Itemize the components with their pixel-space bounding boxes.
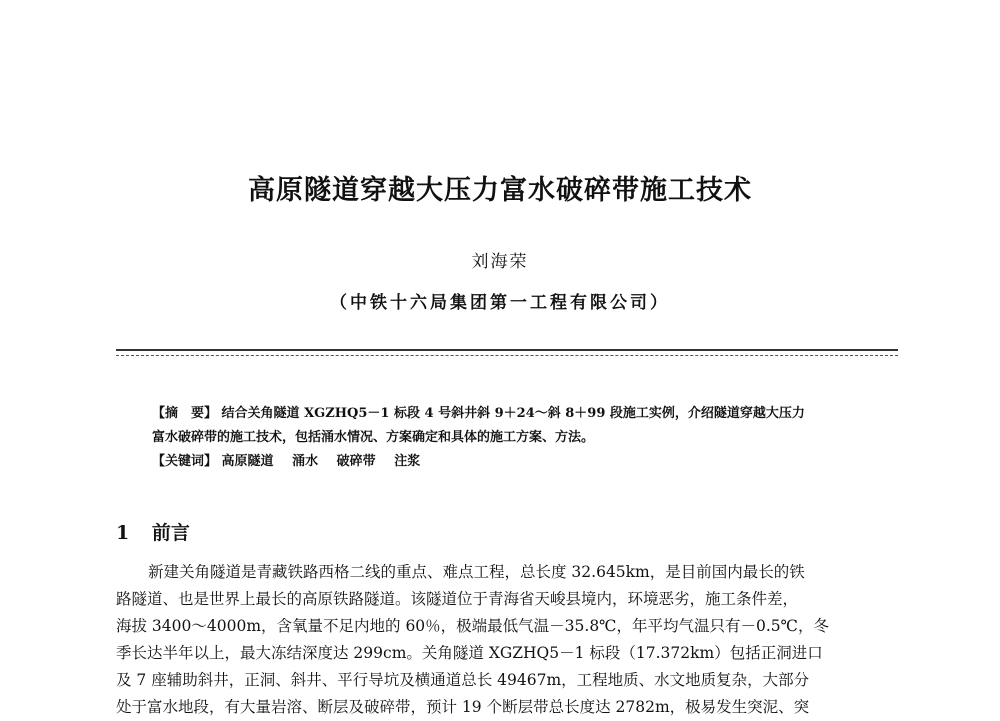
keywords-line <box>152 450 892 474</box>
section-number: 1 <box>116 522 130 544</box>
body-line: 季长达半年以上，最大冻结深度达 299cm。关角隧道 XGZHQ5－1 标段（17.372km）包括正洞进口 <box>116 644 823 662</box>
abstract-text-1: 结合关角隧道 XGZHQ5－1 标段 4 号斜井斜 9＋24～斜 8＋99 段施工实例，介绍隧道穿越大压力 <box>221 406 805 421</box>
keywords-label: 【关键词】 <box>152 454 218 469</box>
abstract-text-2: 富水破碎带的施工技术，包括涌水情况、方案确定和具体的施工方案、方法。 <box>152 430 595 445</box>
body-line: 及 7 座辅助斜井，正洞、斜井、平行导坑及横通道总长 49467m，工程地质、水文地质复杂，大部分 <box>116 671 810 689</box>
abstract-block <box>152 402 892 474</box>
abstract-line <box>152 402 892 426</box>
body-line: 处于富水地段，有大量岩溶、断层及破碎带，预计 19 个断层带总长度达 2782m，极易发生突泥、突 <box>116 698 810 716</box>
body-line: 海拔 3400～4000m，含氧量不足内地的 60％，极端最低气温－35.8℃，年平均气温只有－0.5℃，冬 <box>116 617 830 635</box>
body-line: 路隧道、也是世界上最长的高原铁路隧道。该隧道位于青海省天峻县境内，环境恶劣，施工条件差， <box>116 590 799 608</box>
keyword: 涌水 <box>292 454 319 469</box>
paper-title: 高原隧道穿越大压力富水破碎带施工技术 <box>248 175 752 206</box>
section-title: 前言 <box>151 522 190 544</box>
author-name: 刘海荣 <box>471 252 529 272</box>
abstract-label: 【摘 要】 <box>152 406 218 421</box>
author-affiliation: （中铁十六局集团第一工程有限公司） <box>330 293 670 313</box>
keyword: 注浆 <box>394 454 421 469</box>
body-line: 新建关角隧道是青藏铁路西格二线的重点、难点工程，总长度 32.645km，是目前国内最长的铁 <box>148 563 805 581</box>
keyword: 破碎带 <box>336 454 376 469</box>
header-divider <box>116 349 898 356</box>
section-heading <box>116 518 190 545</box>
keyword: 高原隧道 <box>221 454 274 469</box>
section-body <box>116 559 898 721</box>
abstract-line <box>152 426 892 450</box>
